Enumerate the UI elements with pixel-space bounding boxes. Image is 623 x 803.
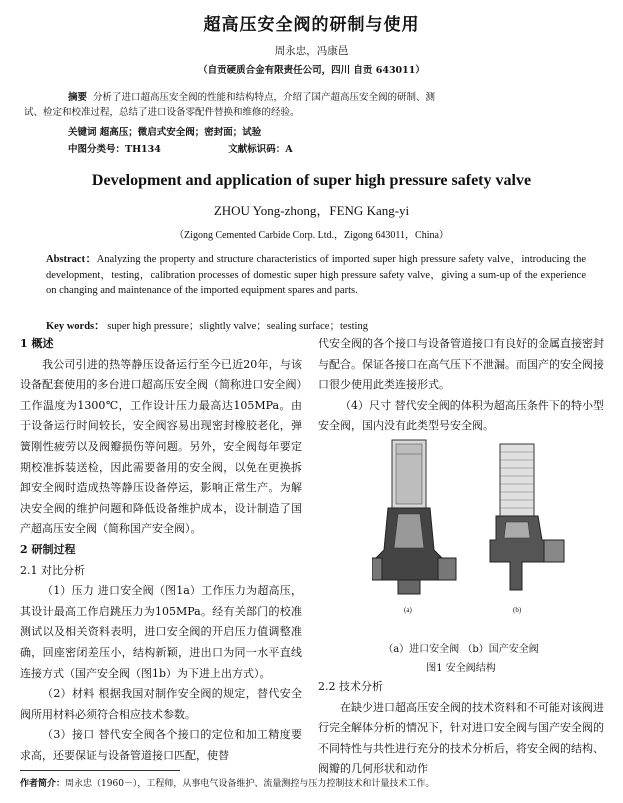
chinese-affiliation: （自贡硬质合金有限责任公司，四川 自贡 643011） xyxy=(198,65,425,76)
right-column-top xyxy=(318,334,604,437)
footnote-divider xyxy=(20,770,180,771)
chinese-title: 超高压安全阀的研制与使用 xyxy=(203,15,420,35)
chinese-abstract-line2: 试、检定和校准过程，总结了进口设备零配件替换和维修的经验。 xyxy=(24,107,300,118)
english-abstract xyxy=(46,252,586,299)
chinese-abstract-label: 摘要 xyxy=(68,92,88,103)
pressure-paragraph: （1）压力 进口安全阀（图1a）工作压力为超高压，其设计最高工作启跳压力为105MPa。经有关部门的校准测试以及相关资料表明，进口安全阀的开启压力值调整准确，回座密闭差压小，结构新颖，进出口为同一水平直线连接方式（国产安全阀（图1b）为下进上出方式）。 xyxy=(20,584,302,680)
section-2-heading: 2 研制过程 xyxy=(20,542,76,556)
english-keywords xyxy=(46,318,368,333)
chinese-authors: 周永忠，冯康邑 xyxy=(274,45,349,57)
english-title: Development and application of super high pressure safety valve xyxy=(91,172,532,189)
section-1-paragraph: 我公司引进的热等静压设备运行至今已近20年，与该设备配套使用的多台进口超高压安全阀（简称进口安全阀）工作温度为1300℃，工作设计压力最高达105MPa。由于设备运行时间较长，安全阀容易出现密封橡胶老化，弹簧刚性疲劳以及阀瓣损伤等问题。另外，安全阀每年要定期校准拆装送检，因此需要备用的安全阀，以免在更换拆卸安全阀时造成热等静压设备停运，影响正常生产。为解决安全阀的维护问题和降低设备维护成本，设计制造了国产超高压安全阀（简称国产安全阀）。 xyxy=(20,357,302,536)
footnote-label: 作者简介： xyxy=(20,779,66,789)
right-column-bottom xyxy=(318,677,604,780)
classification-number: 中图分类号：TH134 xyxy=(68,144,161,155)
figure-label-b: (b) xyxy=(513,606,522,614)
material-paragraph: （2）材料 根据我国对制作安全阀的规定，替代安全阀所用材料必须符合相应技术参数。 xyxy=(20,687,302,721)
english-keywords-text: super high pressure；slightly valve；sealing surface；testing xyxy=(107,321,368,332)
size-paragraph: （4）尺寸 替代安全阀的体积为超高压条件下的特小型安全阀，国内没有此类型号安全阀。 xyxy=(318,398,604,433)
english-abstract-text: Analyzing the property and structure characteristics of imported super high pressure safety valve，introducing the development，testing，calibration processes of domestic super high pressure safety valve，giving a sum-up of the experience on changing and maintenance of the imported equipment spares and parts. xyxy=(46,254,586,296)
interface-continued-paragraph: 代安全阀的各个接口与设备管道接口有良好的金属直接密封与配合。保证各接口在高气压下不泄漏。而国产的安全阀接口很少使用此类连接形式。 xyxy=(318,337,604,392)
imported-valve-drawing xyxy=(372,440,456,614)
section-2-2-paragraph: 在缺少进口超高压安全阀的技术资料和不可能对该阀进行完全解体分析的情况下，针对进口安全阀与国产安全阀的不同特性与共性进行充分的技术分析后，将安全阀的结构、阀瓣的几何形状和动作 xyxy=(318,700,604,776)
chinese-abstract xyxy=(24,90,599,120)
left-column xyxy=(20,334,302,766)
classification-row xyxy=(68,141,357,155)
figure-subcaption: （a）进口安全阀 （b）国产安全阀 xyxy=(383,644,539,655)
document-code: 文献标识码：A xyxy=(228,144,293,155)
chinese-abstract-line1: 分析了进口超高压安全阀的性能和结构特点，介绍了国产超高压安全阀的研制、测 xyxy=(93,92,436,103)
figure-title: 图1 安全阀结构 xyxy=(426,663,496,674)
domestic-valve-drawing xyxy=(490,444,564,614)
english-affiliation: （Zigong Cemented Carbide Corp. Ltd.，Zigong 643011，China） xyxy=(174,230,449,241)
footnote-text: 周永忠（1960－），工程师，从事电气设备维护、流量测控与压力控制技术和计量技术工作。 xyxy=(65,779,435,789)
author-footnote xyxy=(20,776,610,789)
figure-label-a: (a) xyxy=(404,606,412,614)
english-abstract-label: Abstract： xyxy=(46,254,97,265)
english-keywords-label: Key words： xyxy=(46,321,105,332)
section-2-1-heading: 2.1 对比分析 xyxy=(20,563,85,577)
interface-paragraph: （3）接口 替代安全阀各个接口的定位和加工精度要求高，还要保证与设备管道接口匹配，使替 xyxy=(20,728,302,762)
section-2-2-heading: 2.2 技术分析 xyxy=(318,680,383,693)
safety-valve-figure xyxy=(372,430,572,630)
chinese-keywords: 关键词 超高压；微启式安全阀；密封面；试验 xyxy=(68,127,262,138)
section-1-heading: 1 概述 xyxy=(20,337,54,350)
figure-caption xyxy=(318,640,604,678)
english-authors: ZHOU Yong-zhong，FENG Kang-yi xyxy=(213,203,410,218)
